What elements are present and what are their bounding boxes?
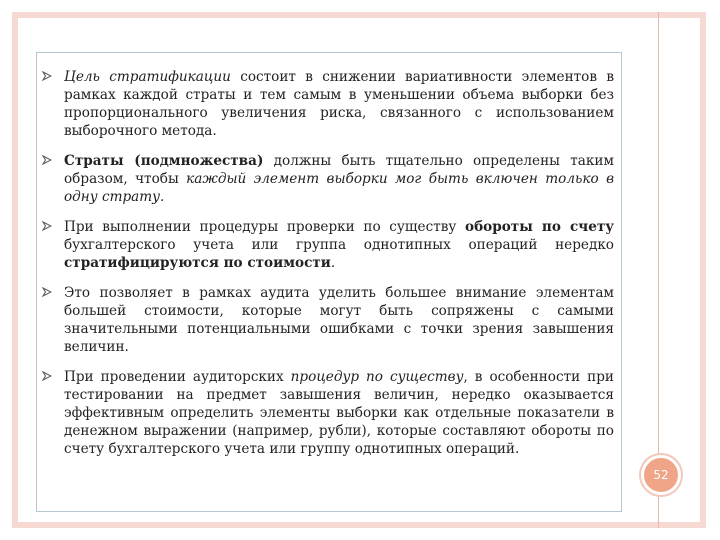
bullet-item-1 bbox=[42, 68, 614, 140]
bullet-text: Страты (подмножества) должны быть тщательно определены таким образом, чтобы каждый элемент выборки мог быть включен только в одну страту. bbox=[64, 153, 614, 205]
arrow-bullet-icon bbox=[42, 155, 52, 165]
bullet-item-2 bbox=[42, 152, 614, 206]
arrow-bullet-icon bbox=[42, 221, 52, 231]
bullet-text: Цель стратификации состоит в снижении вариативности элементов в рамках каждой страты и тем самым в уменьшении объема выборки без пропорционального увеличения риска, связанного с использованием выборочного метода. bbox=[64, 69, 614, 139]
arrow-bullet-icon bbox=[42, 71, 52, 81]
arrow-bullet-icon bbox=[42, 371, 52, 381]
bullet-text: При проведении аудиторских процедур по существу, в особенности при тестировании на предмет завышения величин, нередко оказывается эффективным определить элементы выборки как отдельные показатели в денежном выражении (например, рубли), которые составляют обороты по счету бухгалтерского учета или группу однотипных операций. bbox=[64, 369, 614, 457]
page-number: 52 bbox=[653, 468, 669, 482]
bullet-text: Это позволяет в рамках аудита уделить большее внимание элементам большей стоимости, которые могут быть сопряжены с самыми значительными потенциальными ошибками с точки зрения завышения величин. bbox=[64, 285, 614, 355]
bullet-list bbox=[42, 68, 614, 470]
bullet-item-3 bbox=[42, 218, 614, 272]
bullet-item-5 bbox=[42, 368, 614, 458]
bullet-text: При выполнении процедуры проверки по существу обороты по счету бухгалтерского учета или группа однотипных операций нередко стратифицируются по стоимости. bbox=[64, 219, 615, 271]
bullet-item-4 bbox=[42, 284, 614, 356]
slide-divider bbox=[658, 12, 659, 528]
page-number-badge bbox=[641, 455, 681, 495]
arrow-bullet-icon bbox=[42, 287, 52, 297]
